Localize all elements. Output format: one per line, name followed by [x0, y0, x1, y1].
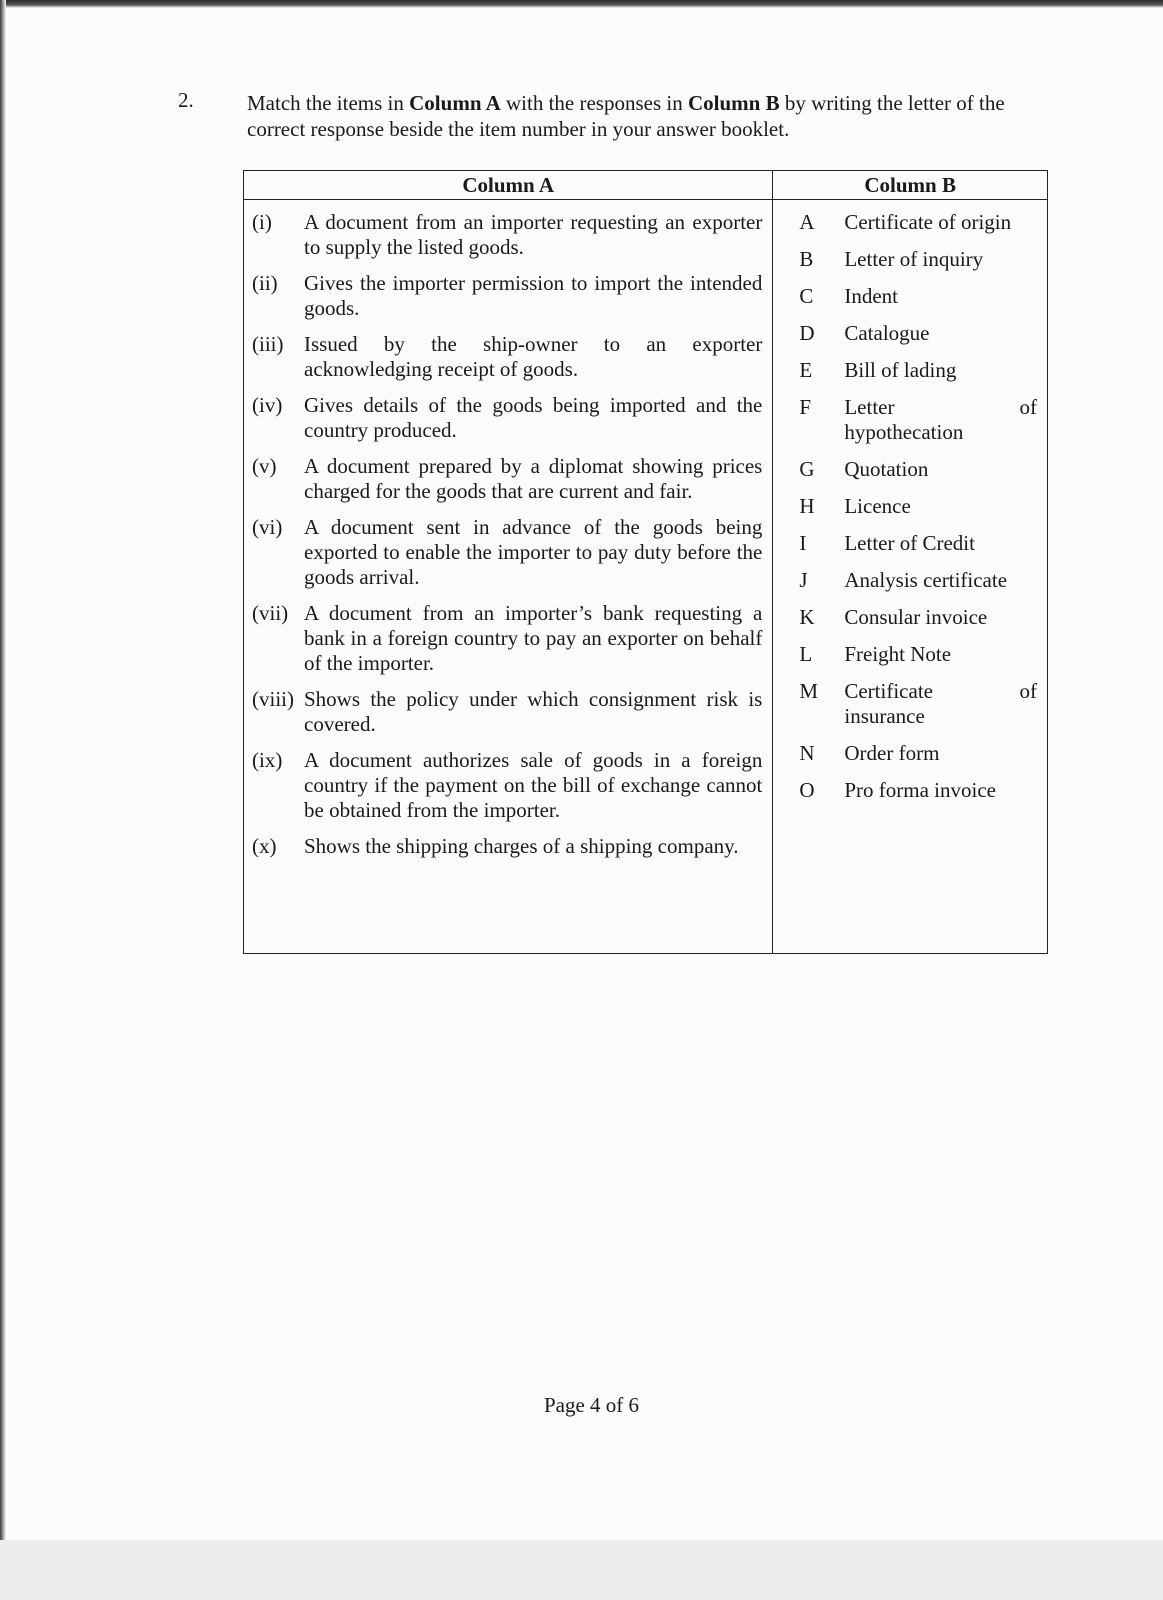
column-b-item-letter: O: [799, 778, 815, 802]
column-b-item-text: Order form: [844, 741, 940, 765]
column-a-item: [252, 748, 762, 823]
column-b-item-text: Bill of lading: [844, 358, 957, 382]
column-b-item: [799, 457, 1037, 482]
column-b-item: [799, 605, 1037, 630]
column-a-item: [252, 834, 762, 859]
column-a-item: [252, 687, 762, 737]
column-a-item: [252, 271, 762, 321]
column-b-item-letter: F: [799, 395, 812, 419]
column-b-header: Column B: [773, 171, 1048, 200]
column-a-item-number: (viii): [252, 687, 294, 711]
column-a-item-text: A document authorizes sale of goods in a foreign country if the payment on the bill of exchange cannot be obtained from the importer.: [304, 748, 763, 822]
instruction-part: Match the items in: [247, 91, 410, 115]
column-a-item-number: (iv): [252, 393, 283, 417]
column-a-list: [244, 200, 772, 878]
column-b-item-letter: H: [799, 494, 815, 518]
column-a-item-number: (vi): [252, 515, 283, 539]
column-b-item: [799, 210, 1037, 235]
column-b-item-letter: B: [799, 247, 814, 271]
column-b-item-text: Catalogue: [844, 321, 930, 345]
column-b-item-letter: E: [799, 358, 813, 382]
column-b-item-text: Certificate of origin: [844, 210, 1012, 234]
column-b-item: [799, 395, 1037, 445]
column-a-item-number: (vii): [252, 601, 289, 625]
column-b-item-text: Pro forma invoice: [844, 778, 996, 802]
column-a-item-number: (x): [252, 834, 277, 858]
column-b-item-letter: L: [799, 642, 813, 666]
column-b-item-letter: K: [799, 605, 815, 629]
instruction-bold-column-a: Column A: [409, 91, 501, 115]
scan-bottom-margin: [0, 1540, 1163, 1600]
instruction-bold-column-b: Column B: [687, 91, 780, 115]
instruction-part: by writing the letter of the correct response beside the item number in your answer booklet.: [247, 91, 1005, 141]
question-instructions: [247, 90, 1027, 142]
column-b-item-text: Freight Note: [844, 642, 952, 666]
column-b-item: [799, 494, 1037, 519]
column-b-item: [799, 741, 1037, 766]
column-b-item: [799, 642, 1037, 667]
column-a-item-text: A document from an importer requesting an exporter to supply the listed goods.: [304, 210, 763, 259]
page-footer: [0, 1393, 1163, 1418]
column-a-item-text: Gives details of the goods being imported and the country produced.: [304, 393, 763, 442]
column-a-header: Column A: [244, 171, 773, 200]
column-b-item-text: Indent: [844, 284, 899, 308]
column-a-item-number: (v): [252, 454, 277, 478]
column-b-item-text: Letter of hypothecation: [844, 395, 1037, 444]
column-a-item-text: A document prepared by a diplomat showing prices charged for the goods that are current and fair.: [304, 454, 763, 503]
column-b-item-text: Quotation: [844, 457, 929, 481]
column-a-item-number: (i): [252, 210, 272, 234]
column-a-item-text: Issued by the ship-owner to an exporter acknowledging receipt of goods.: [304, 332, 763, 381]
column-b-item: [799, 679, 1037, 729]
scan-top-edge: [0, 0, 1163, 8]
column-a-item: [252, 515, 762, 590]
column-b-item: [799, 284, 1037, 309]
column-b-item-letter: D: [799, 321, 815, 345]
column-a-cell: [244, 200, 773, 954]
column-b-item-letter: M: [799, 679, 819, 703]
column-b-item: [799, 321, 1037, 346]
column-a-item: [252, 332, 762, 382]
column-b-item-letter: N: [799, 741, 815, 765]
column-a-item-text: Shows the policy under which consignment risk is covered.: [304, 687, 763, 736]
column-b-item-letter: A: [799, 210, 815, 234]
page-number: Page 4 of 6: [543, 1393, 640, 1417]
column-a-item-text: A document sent in advance of the goods being exported to enable the importer to pay duty before the goods arrival.: [304, 515, 763, 589]
column-b-item: [799, 358, 1037, 383]
column-b-item: [799, 568, 1037, 593]
column-b-item-text: Certificate of insurance: [844, 679, 1037, 728]
column-b-item-letter: J: [799, 568, 808, 592]
column-b-item-letter: G: [799, 457, 815, 481]
column-b-item-text: Letter of inquiry: [844, 247, 984, 271]
column-b-item: [799, 778, 1037, 803]
column-a-item-number: (ii): [252, 271, 278, 295]
column-b-item-letter: I: [799, 531, 807, 555]
column-a-item: [252, 454, 762, 504]
question-number: 2.: [178, 88, 194, 112]
column-b-item-text: Analysis certificate: [844, 568, 1008, 592]
column-b-item: [799, 247, 1037, 272]
column-b-cell: [773, 200, 1048, 954]
scan-left-edge: [0, 0, 6, 1600]
column-b-list: [773, 200, 1047, 823]
column-a-item-number: (ix): [252, 748, 283, 772]
column-a-item: [252, 393, 762, 443]
column-a-item-text: Gives the importer permission to import the intended goods.: [304, 271, 763, 320]
column-a-item-text: A document from an importer’s bank requesting a bank in a foreign country to pay an exporter on behalf of the importer.: [304, 601, 763, 675]
column-b-item-text: Licence: [844, 494, 911, 518]
column-a-item-number: (iii): [252, 332, 284, 356]
matching-table: [243, 170, 1048, 954]
column-a-item-text: Shows the shipping charges of a shipping company.: [304, 834, 739, 858]
column-b-item-text: Consular invoice: [844, 605, 988, 629]
column-a-item: [252, 210, 762, 260]
column-b-item-letter: C: [799, 284, 814, 308]
instruction-part: with the responses in: [500, 91, 688, 115]
column-b-item-text: Letter of Credit: [844, 531, 975, 555]
column-a-item: [252, 601, 762, 676]
column-b-item: [799, 531, 1037, 556]
